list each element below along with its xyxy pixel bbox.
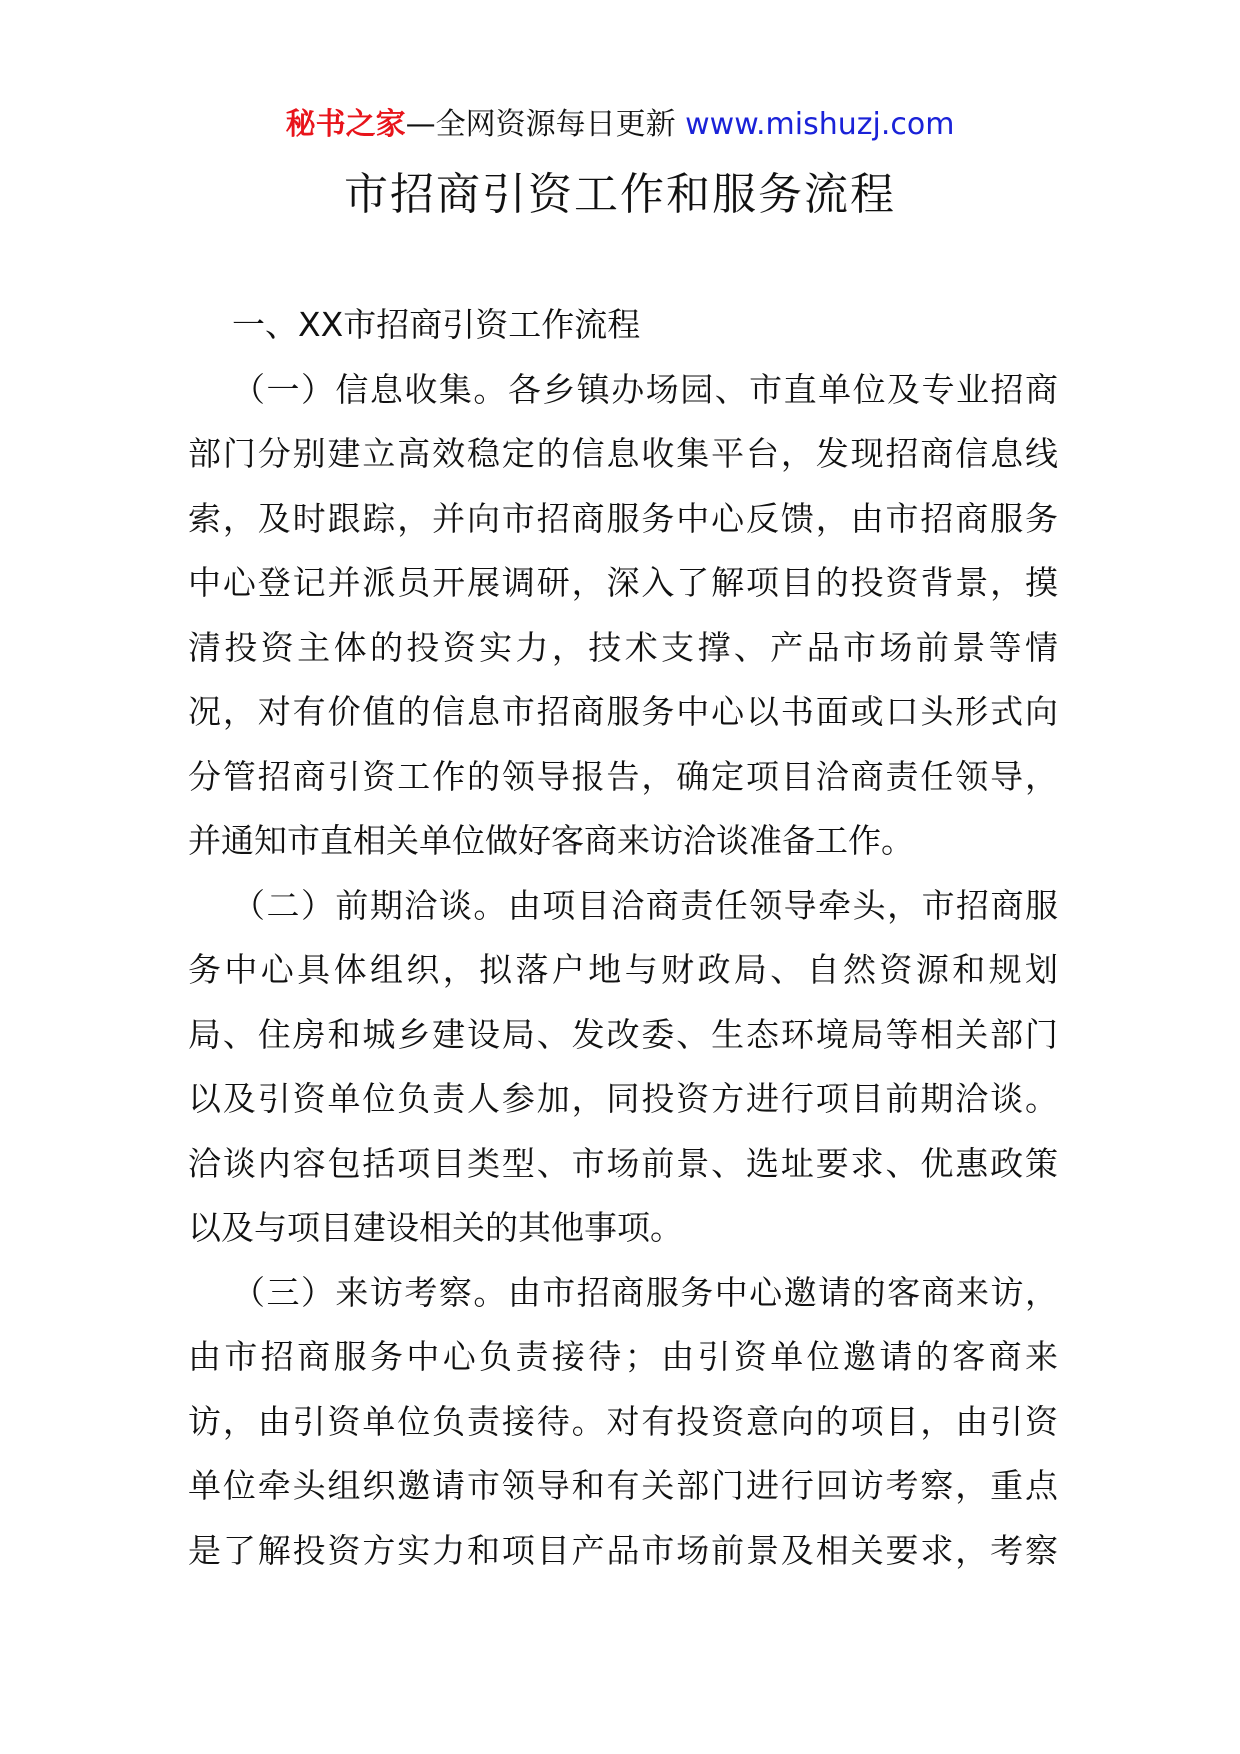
section-heading: 一、XX市招商引资工作流程: [232, 305, 641, 344]
paragraph-line: （一）信息收集。各乡镇办场园、市直单位及专业招商: [232, 369, 1058, 409]
paragraph-line: 洽谈内容包括项目类型、市场前景、选址要求、优惠政策: [188, 1143, 1058, 1183]
paragraph-line: 分管招商引资工作的领导报告，确定项目洽商责任领导，: [188, 756, 1058, 796]
paragraph-line: 况，对有价值的信息市招商服务中心以书面或口头形式向: [188, 692, 1058, 731]
paragraph-line: 清投资主体的投资实力，技术支撑、产品市场前景等情: [188, 627, 1058, 667]
paragraph-line: （三）来访考察。由市招商服务中心邀请的客商来访，: [232, 1272, 1058, 1312]
paragraph-line: 并通知市直相关单位做好客商来访洽谈准备工作。: [188, 821, 914, 860]
paragraph-line: 局、住房和城乡建设局、发改委、生态环境局等相关部门: [188, 1014, 1058, 1054]
site-slogan: —全网资源每日更新: [405, 107, 686, 142]
paragraph-line: 以及与项目建设相关的其他事项。: [188, 1208, 683, 1247]
paragraph-line: （二）前期洽谈。由项目洽商责任领导牵头，市招商服: [232, 885, 1058, 925]
paragraph-line: 单位牵头组织邀请市领导和有关部门进行回访考察，重点: [188, 1466, 1058, 1505]
paragraph-line: 是了解投资方实力和项目产品市场前景及相关要求，考察: [188, 1530, 1058, 1570]
paragraph-line: 务中心具体组织，拟落户地与财政局、自然资源和规划: [188, 950, 1058, 989]
site-header: [0, 103, 1240, 147]
paragraph-line: 部门分别建立高效稳定的信息收集平台，发现招商信息线: [188, 434, 1058, 473]
paragraph-line: 访，由引资单位负责接待。对有投资意向的项目，由引资: [188, 1401, 1058, 1441]
paragraph-line: 以及引资单位负责人参加，同投资方进行项目前期洽谈。: [188, 1079, 1058, 1118]
document-title: 市招商引资工作和服务流程: [344, 169, 896, 220]
paragraph-line: 中心登记并派员开展调研，深入了解项目的投资背景，摸: [188, 563, 1058, 602]
paragraph-line: 由市招商服务中心负责接待；由引资单位邀请的客商来: [188, 1337, 1058, 1376]
site-brand: 秘书之家: [285, 107, 406, 142]
document-body: [188, 293, 1058, 1583]
site-url-link[interactable]: www.mishuzj.com: [685, 107, 955, 142]
paragraph-line: 索，及时跟踪，并向市招商服务中心反馈，由市招商服务: [188, 498, 1058, 538]
